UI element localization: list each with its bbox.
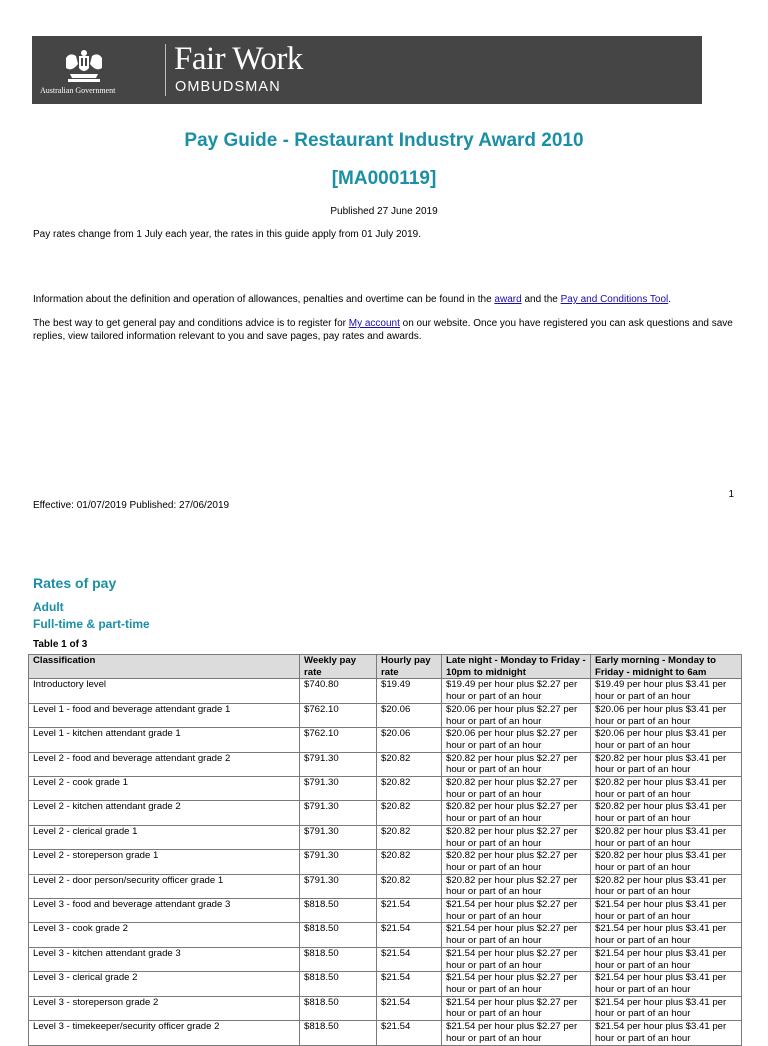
header-classification: Classification	[29, 655, 300, 679]
cell-classification: Level 3 - kitchen attendant grade 3	[29, 947, 300, 971]
cell-early-morning: $20.82 per hour plus $3.41 per hour or part of an hour	[591, 801, 742, 825]
cell-early-morning: $20.82 per hour plus $3.41 per hour or part of an hour	[591, 825, 742, 849]
published-date: Published 27 June 2019	[330, 206, 438, 217]
cell-classification: Level 3 - food and beverage attendant grade 3	[29, 899, 300, 923]
cell-weekly-pay: $762.10	[300, 703, 377, 727]
cell-late-night: $21.54 per hour plus $2.27 per hour or part of an hour	[442, 947, 591, 971]
cell-hourly-pay: $21.54	[377, 1021, 442, 1045]
cell-hourly-pay: $19.49	[377, 679, 442, 703]
cell-early-morning: $20.82 per hour plus $3.41 per hour or part of an hour	[591, 850, 742, 874]
cell-weekly-pay: $818.50	[300, 947, 377, 971]
cell-classification: Level 2 - food and beverage attendant grade 2	[29, 752, 300, 776]
award-link[interactable]: award	[494, 294, 522, 305]
cell-weekly-pay: $791.30	[300, 777, 377, 801]
advice-text-1: The best way to get general pay and conditions advice is to register for	[33, 318, 349, 329]
table-row	[29, 679, 742, 703]
cell-hourly-pay: $21.54	[377, 996, 442, 1020]
header-late-night: Late night - Monday to Friday - 10pm to midnight	[442, 655, 591, 679]
cell-weekly-pay: $791.30	[300, 874, 377, 898]
table-row	[29, 825, 742, 849]
cell-late-night: $20.82 per hour plus $2.27 per hour or part of an hour	[442, 850, 591, 874]
cell-classification: Level 1 - food and beverage attendant grade 1	[29, 703, 300, 727]
table-header-row	[29, 655, 742, 679]
table-row	[29, 728, 742, 752]
table-row	[29, 996, 742, 1020]
brand-subtitle: OMBUDSMAN	[175, 79, 281, 95]
section-heading: Rates of pay	[33, 575, 117, 591]
table-row	[29, 874, 742, 898]
cell-early-morning: $20.82 per hour plus $3.41 per hour or part of an hour	[591, 752, 742, 776]
cell-classification: Level 3 - clerical grade 2	[29, 972, 300, 996]
cell-hourly-pay: $21.54	[377, 947, 442, 971]
cell-late-night: $21.54 per hour plus $2.27 per hour or part of an hour	[442, 899, 591, 923]
info-paragraph	[33, 293, 671, 306]
cell-classification: Level 3 - storeperson grade 2	[29, 996, 300, 1020]
table-row	[29, 752, 742, 776]
subheading-adult: Adult	[33, 600, 64, 614]
cell-late-night: $20.82 per hour plus $2.27 per hour or part of an hour	[442, 777, 591, 801]
effective-date: Effective: 01/07/2019 Published: 27/06/2019	[33, 500, 230, 511]
cell-classification: Level 2 - kitchen attendant grade 2	[29, 801, 300, 825]
cell-early-morning: $19.49 per hour plus $3.41 per hour or part of an hour	[591, 679, 742, 703]
page-title: Pay Guide - Restaurant Industry Award 2010	[184, 130, 584, 151]
cell-classification: Level 3 - cook grade 2	[29, 923, 300, 947]
info-text-1: Information about the definition and operation of allowances, penalties and overtime can be found in the	[33, 294, 495, 305]
cell-hourly-pay: $20.82	[377, 801, 442, 825]
cell-early-morning: $21.54 per hour plus $3.41 per hour or part of an hour	[591, 947, 742, 971]
cell-late-night: $20.82 per hour plus $2.27 per hour or part of an hour	[442, 801, 591, 825]
info-text-3: .	[668, 294, 672, 305]
header-hourly-pay: Hourly pay rate	[377, 655, 442, 679]
cell-hourly-pay: $21.54	[377, 923, 442, 947]
government-label: Australian Government	[40, 86, 116, 95]
pay-conditions-tool-link[interactable]: Pay and Conditions Tool	[560, 294, 669, 305]
cell-weekly-pay: $818.50	[300, 899, 377, 923]
cell-weekly-pay: $791.30	[300, 850, 377, 874]
cell-hourly-pay: $20.82	[377, 777, 442, 801]
cell-early-morning: $20.82 per hour plus $3.41 per hour or part of an hour	[591, 874, 742, 898]
header-early-morning: Early morning - Monday to Friday - midnight to 6am	[591, 655, 742, 679]
cell-early-morning: $21.54 per hour plus $3.41 per hour or part of an hour	[591, 972, 742, 996]
cell-late-night: $20.82 per hour plus $2.27 per hour or part of an hour	[442, 825, 591, 849]
table-row	[29, 777, 742, 801]
cell-classification: Level 1 - kitchen attendant grade 1	[29, 728, 300, 752]
award-code: [MA000119]	[331, 168, 437, 189]
cell-hourly-pay: $20.82	[377, 874, 442, 898]
table-row	[29, 947, 742, 971]
cell-early-morning: $20.06 per hour plus $3.41 per hour or part of an hour	[591, 703, 742, 727]
cell-weekly-pay: $818.50	[300, 1021, 377, 1045]
cell-classification: Level 2 - clerical grade 1	[29, 825, 300, 849]
cell-early-morning: $21.54 per hour plus $3.41 per hour or part of an hour	[591, 996, 742, 1020]
cell-late-night: $20.82 per hour plus $2.27 per hour or part of an hour	[442, 752, 591, 776]
table-row	[29, 899, 742, 923]
cell-early-morning: $20.82 per hour plus $3.41 per hour or part of an hour	[591, 777, 742, 801]
table-caption: Table 1 of 3	[33, 639, 88, 650]
my-account-link[interactable]: My account	[348, 318, 400, 329]
table-row	[29, 972, 742, 996]
cell-hourly-pay: $20.82	[377, 850, 442, 874]
cell-classification: Level 2 - cook grade 1	[29, 777, 300, 801]
info-text-2: and the	[521, 294, 561, 305]
cell-weekly-pay: $791.30	[300, 801, 377, 825]
cell-weekly-pay: $818.50	[300, 972, 377, 996]
advice-text-2: on our website. Once you have registered you can ask questions and save replies, view tailored information relevant to you and save pages, pay rates and awards.	[33, 318, 733, 342]
advice-paragraph	[33, 317, 743, 343]
cell-classification: Level 3 - timekeeper/security officer grade 2	[29, 1021, 300, 1045]
cell-hourly-pay: $20.06	[377, 703, 442, 727]
page-number: 1	[728, 489, 734, 500]
banner-divider	[165, 44, 166, 96]
cell-hourly-pay: $20.82	[377, 825, 442, 849]
cell-hourly-pay: $21.54	[377, 972, 442, 996]
cell-classification: Level 2 - door person/security officer grade 1	[29, 874, 300, 898]
cell-late-night: $21.54 per hour plus $2.27 per hour or part of an hour	[442, 996, 591, 1020]
header-banner	[32, 36, 702, 104]
cell-late-night: $20.06 per hour plus $2.27 per hour or part of an hour	[442, 728, 591, 752]
cell-late-night: $20.06 per hour plus $2.27 per hour or part of an hour	[442, 703, 591, 727]
cell-classification: Introductory level	[29, 679, 300, 703]
table-row	[29, 801, 742, 825]
cell-late-night: $20.82 per hour plus $2.27 per hour or part of an hour	[442, 874, 591, 898]
cell-late-night: $21.54 per hour plus $2.27 per hour or part of an hour	[442, 972, 591, 996]
table-row	[29, 703, 742, 727]
table-row	[29, 850, 742, 874]
coat-of-arms-icon	[62, 48, 106, 86]
header-weekly-pay: Weekly pay rate	[300, 655, 377, 679]
table-body	[29, 679, 742, 1045]
cell-weekly-pay: $818.50	[300, 996, 377, 1020]
cell-weekly-pay: $740.80	[300, 679, 377, 703]
pay-rates-note: Pay rates change from 1 July each year, the rates in this guide apply from 01 July 2019.	[33, 229, 421, 240]
cell-late-night: $21.54 per hour plus $2.27 per hour or part of an hour	[442, 923, 591, 947]
cell-early-morning: $21.54 per hour plus $3.41 per hour or part of an hour	[591, 1021, 742, 1045]
cell-weekly-pay: $791.30	[300, 825, 377, 849]
cell-late-night: $19.49 per hour plus $2.27 per hour or part of an hour	[442, 679, 591, 703]
cell-weekly-pay: $762.10	[300, 728, 377, 752]
cell-hourly-pay: $20.06	[377, 728, 442, 752]
rates-table	[28, 654, 742, 1046]
cell-hourly-pay: $21.54	[377, 899, 442, 923]
table-row	[29, 1021, 742, 1045]
cell-hourly-pay: $20.82	[377, 752, 442, 776]
cell-late-night: $21.54 per hour plus $2.27 per hour or part of an hour	[442, 1021, 591, 1045]
subheading-full-time: Full-time & part-time	[33, 617, 150, 631]
brand-name: Fair Work	[174, 41, 303, 77]
cell-early-morning: $20.06 per hour plus $3.41 per hour or part of an hour	[591, 728, 742, 752]
cell-weekly-pay: $791.30	[300, 752, 377, 776]
cell-weekly-pay: $818.50	[300, 923, 377, 947]
cell-early-morning: $21.54 per hour plus $3.41 per hour or part of an hour	[591, 899, 742, 923]
cell-classification: Level 2 - storeperson grade 1	[29, 850, 300, 874]
cell-early-morning: $21.54 per hour plus $3.41 per hour or part of an hour	[591, 923, 742, 947]
table-row	[29, 923, 742, 947]
